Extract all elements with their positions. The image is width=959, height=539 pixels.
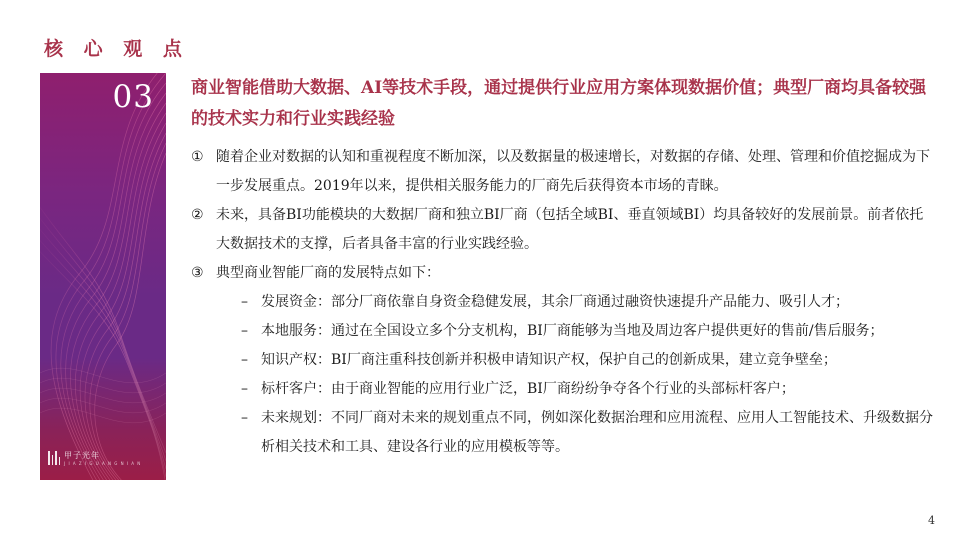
dash-marker: –	[241, 381, 248, 397]
section-title: 核 心 观 点	[44, 38, 189, 60]
point-text: 典型商业智能厂商的发展特点如下：	[216, 265, 440, 281]
logo-mark-icon	[48, 451, 60, 465]
brand-logo	[48, 450, 141, 466]
key-point	[191, 143, 933, 201]
dash-marker: –	[241, 352, 248, 368]
key-points	[191, 143, 933, 462]
key-point	[191, 201, 933, 259]
point-number: ③	[191, 265, 204, 281]
logo-name: 甲子光年	[64, 451, 100, 460]
point-text: 未来，具备BI功能模块的大数据厂商和独立BI厂商（包括全域BI、垂直领域BI）均具备较好的发展前景。前者依托大数据技术的支撑，后者具备丰富的行业实践经验。	[216, 207, 924, 252]
list-item-text: 未来规划：不同厂商对未来的规划重点不同，例如深化数据治理和应用流程、应用人工智能技术、升级数据分析相关技术和工具、建设各行业的应用模板等等。	[261, 410, 933, 455]
point-number: ②	[191, 207, 204, 223]
list-item	[241, 288, 933, 317]
dash-marker: –	[241, 294, 248, 310]
dash-marker: –	[241, 410, 248, 426]
wave-lines-graphic	[40, 73, 166, 480]
section-hero-image	[40, 73, 166, 480]
list-item	[241, 346, 933, 375]
logo-subtitle: J I A Z I G U A N G N I A N	[64, 461, 142, 466]
dash-marker: –	[241, 323, 248, 339]
point-text: 随着企业对数据的认知和重视程度不断加深，以及数据量的极速增长，对数据的存储、处理、管理和价值挖掘成为下一步发展重点。2019年以来，提供相关服务能力的厂商先后获得资本市场的青睐。	[216, 149, 930, 194]
section-number: 03	[112, 79, 154, 115]
list-item-text: 标杆客户：由于商业智能的应用行业广泛，BI厂商纷纷争夺各个行业的头部标杆客户；	[261, 381, 795, 397]
list-item	[241, 375, 933, 404]
headline: 商业智能借助大数据、AI等技术手段，通过提供行业应用方案体现数据价值；典型厂商均具备较强的技术实力和行业实践经验	[191, 78, 927, 129]
point-number: ①	[191, 149, 204, 165]
list-item	[241, 317, 933, 346]
list-item-text: 发展资金：部分厂商依靠自身资金稳健发展，其余厂商通过融资快速提升产品能力、吸引人才；	[261, 294, 849, 310]
page-number: 4	[928, 514, 935, 527]
characteristics-list	[241, 288, 933, 462]
list-item-text: 知识产权：BI厂商注重科技创新并积极申请知识产权，保护自己的创新成果，建立竞争壁垒；	[261, 352, 837, 368]
list-item-text: 本地服务：通过在全国设立多个分支机构，BI厂商能够为当地及周边客户提供更好的售前/售后服务；	[261, 323, 884, 339]
key-point	[191, 259, 933, 288]
list-item	[241, 404, 933, 462]
